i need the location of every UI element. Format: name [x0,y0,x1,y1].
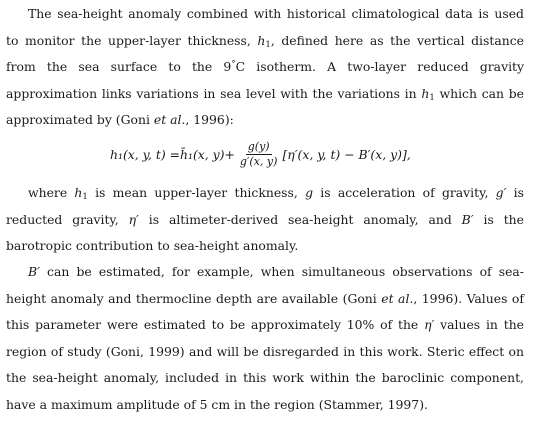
fraction-denominator: g′(x, y) [239,155,278,168]
equation-mean-term: h̄₁(x, y) [180,147,225,162]
equation-plus: + [224,147,235,162]
math-h: h [74,185,83,200]
paragraph-intro [6,1,524,134]
math-bprime: B′ [28,264,40,279]
text: C isotherm. A two-layer reduced gravity approximation links variations in sea level with the variations in [6,59,525,101]
math-h: h [421,85,430,101]
paragraph-estimation [6,259,524,419]
text: can be estimated, for example, when simultaneous observations of sea-height anomaly and thermocline depth are available (Goni [6,264,524,306]
text: is reducted gravity, [6,185,524,227]
text: is the barotropic contribution to sea-height anomaly. [6,211,524,254]
citation-etal: et al. [153,112,186,128]
equation-rhs: [η′(x, y, t) − B′(x, y)], [282,147,411,162]
citation-etal: et al. [381,290,414,306]
math-g: g [305,185,313,200]
text: which can be approximated by (Goni [6,85,524,128]
math-eta: η′ [128,211,139,227]
text: where [28,185,75,200]
math-subscript: 1 [265,39,271,50]
math-subscript: 1 [82,192,88,202]
text: values in the region of study (Goni, 1999) and will be disregarded in this work. Steric effect on the sea-height anomaly, included in this work within the baroclinic component, have a maximum amplitude of 5 cm in the region (Stammer, 1997). [6,317,525,412]
equation-lhs: h₁(x, y, t) = [110,147,181,162]
equation-h1 [110,141,411,168]
text: is mean upper-layer thickness, [87,185,306,200]
fraction-numerator: g(y) [247,140,270,153]
paragraph-definitions [6,180,524,260]
math-h: h [257,32,266,48]
math-subscript: 1 [429,92,435,103]
equation-fraction [238,141,280,168]
math-gprime: g′ [495,185,507,200]
text: is acceleration of gravity, [313,185,496,200]
degree-symbol: ° [231,59,236,70]
text: , 1996): [185,112,234,128]
math-eta: η′ [424,317,435,333]
text: , defined here as the vertical distance from the sea surface to the 9 [6,32,525,75]
math-bprime: B′ [461,211,474,227]
text: , 1996). Values of this parameter were estimated to be approximately 10% of the [6,290,524,333]
text: is altimeter-derived sea-height anomaly, and [138,211,462,227]
text: The sea-height anomaly combined with historical climatological data is used to monitor the upper-layer thickness, [6,6,524,48]
